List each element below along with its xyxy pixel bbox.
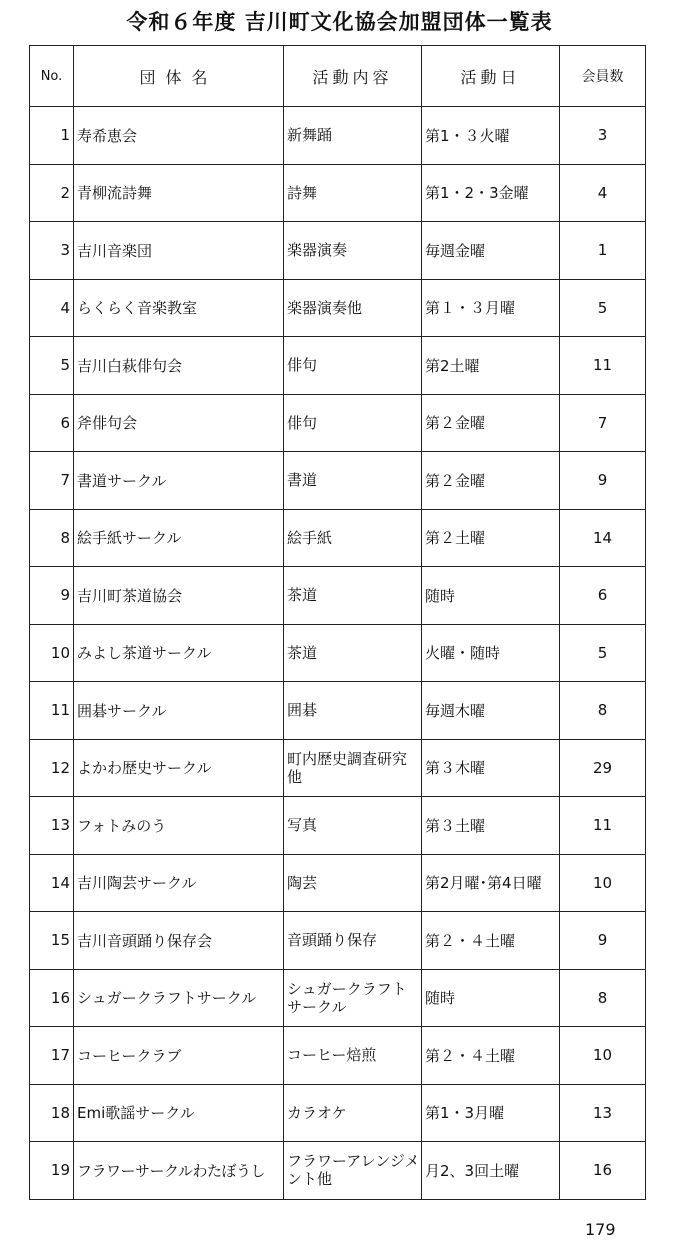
activity: 囲碁 [284, 682, 422, 740]
activity: 陶芸 [284, 854, 422, 912]
member-count: 5 [560, 624, 646, 682]
activity: 町内歴史調査研究他 [284, 739, 422, 797]
group-name: 囲碁サークル [74, 682, 284, 740]
activity-day: 第2月曜･第4日曜 [422, 854, 560, 912]
row-number: 16 [30, 969, 74, 1027]
row-number: 15 [30, 912, 74, 970]
group-name: コーヒークラブ [74, 1027, 284, 1085]
member-count: 6 [560, 567, 646, 625]
table-row [30, 222, 646, 280]
activity-day: 毎週木曜 [422, 682, 560, 740]
member-count: 11 [560, 797, 646, 855]
activity-day: 第1・2・3金曜 [422, 164, 560, 222]
member-count: 9 [560, 452, 646, 510]
member-count: 10 [560, 1027, 646, 1085]
activity: フラワーアレンジメント他 [284, 1142, 422, 1200]
table-row [30, 797, 646, 855]
row-number: 13 [30, 797, 74, 855]
group-name: 書道サークル [74, 452, 284, 510]
table-row [30, 1142, 646, 1200]
row-number: 3 [30, 222, 74, 280]
activity-day: 第２金曜 [422, 452, 560, 510]
header-activity-day: 活動日 [422, 46, 560, 107]
table-row [30, 1027, 646, 1085]
row-number: 11 [30, 682, 74, 740]
group-name: Emi歌謡サークル [74, 1084, 284, 1142]
member-count: 14 [560, 509, 646, 567]
member-count: 11 [560, 337, 646, 395]
table-row [30, 279, 646, 337]
row-number: 14 [30, 854, 74, 912]
row-number: 6 [30, 394, 74, 452]
table-row [30, 107, 646, 165]
member-count: 4 [560, 164, 646, 222]
table-row [30, 394, 646, 452]
group-name: 吉川音楽団 [74, 222, 284, 280]
table-row [30, 739, 646, 797]
row-number: 10 [30, 624, 74, 682]
row-number: 7 [30, 452, 74, 510]
group-name: 寿希恵会 [74, 107, 284, 165]
row-number: 1 [30, 107, 74, 165]
activity-day: 随時 [422, 567, 560, 625]
member-count: 3 [560, 107, 646, 165]
group-name: 斧俳句会 [74, 394, 284, 452]
activity: コーヒー焙煎 [284, 1027, 422, 1085]
activity: 茶道 [284, 624, 422, 682]
row-number: 5 [30, 337, 74, 395]
activity-day: 第２・４土曜 [422, 912, 560, 970]
activity: 詩舞 [284, 164, 422, 222]
group-name: みよし茶道サークル [74, 624, 284, 682]
row-number: 9 [30, 567, 74, 625]
activity: 俳句 [284, 394, 422, 452]
table-header-row [30, 46, 646, 107]
group-name: 吉川陶芸サークル [74, 854, 284, 912]
table-row [30, 164, 646, 222]
activity-day: 第2土曜 [422, 337, 560, 395]
header-activity: 活動内容 [284, 46, 422, 107]
table-row [30, 624, 646, 682]
member-count: 9 [560, 912, 646, 970]
group-name: 吉川音頭踊り保存会 [74, 912, 284, 970]
activity-day: 第３木曜 [422, 739, 560, 797]
activity: 俳句 [284, 337, 422, 395]
table-row [30, 969, 646, 1027]
activity: シュガークラフトサークル [284, 969, 422, 1027]
member-count: 16 [560, 1142, 646, 1200]
table-row [30, 682, 646, 740]
row-number: 12 [30, 739, 74, 797]
member-groups-table [29, 45, 646, 1200]
table-row [30, 509, 646, 567]
activity-day: 第１・３月曜 [422, 279, 560, 337]
activity: 楽器演奏 [284, 222, 422, 280]
row-number: 19 [30, 1142, 74, 1200]
member-count: 10 [560, 854, 646, 912]
activity: 写真 [284, 797, 422, 855]
member-count: 8 [560, 969, 646, 1027]
member-count: 7 [560, 394, 646, 452]
activity-day: 第1・３火曜 [422, 107, 560, 165]
activity-day: 第２土曜 [422, 509, 560, 567]
activity: 楽器演奏他 [284, 279, 422, 337]
table-row [30, 567, 646, 625]
row-number: 2 [30, 164, 74, 222]
activity-day: 第２・４土曜 [422, 1027, 560, 1085]
header-no: No. [30, 46, 74, 107]
activity-day: 第２金曜 [422, 394, 560, 452]
member-count: 1 [560, 222, 646, 280]
activity-day: 随時 [422, 969, 560, 1027]
member-count: 29 [560, 739, 646, 797]
activity-day: 毎週金曜 [422, 222, 560, 280]
activity: 音頭踊り保存 [284, 912, 422, 970]
page-title: 令和６年度 吉川町文化協会加盟団体一覧表 [126, 10, 553, 34]
header-group-name: 団体名 [74, 46, 284, 107]
activity: 絵手紙 [284, 509, 422, 567]
table-row [30, 452, 646, 510]
row-number: 18 [30, 1084, 74, 1142]
group-name: フォトみのう [74, 797, 284, 855]
group-name: 青柳流詩舞 [74, 164, 284, 222]
activity-day: 第1・3月曜 [422, 1084, 560, 1142]
member-count: 13 [560, 1084, 646, 1142]
activity: 書道 [284, 452, 422, 510]
group-name: シュガークラフトサークル [74, 969, 284, 1027]
member-count: 5 [560, 279, 646, 337]
activity-day: 月2、3回土曜 [422, 1142, 560, 1200]
group-name: 吉川町茶道協会 [74, 567, 284, 625]
header-member-count: 会員数 [560, 46, 646, 107]
group-name: フラワーサークルわたぼうし [74, 1142, 284, 1200]
table-row [30, 1084, 646, 1142]
activity: 新舞踊 [284, 107, 422, 165]
group-name: らくらく音楽教室 [74, 279, 284, 337]
row-number: 17 [30, 1027, 74, 1085]
group-name: よかわ歴史サークル [74, 739, 284, 797]
member-count: 8 [560, 682, 646, 740]
activity-day: 火曜・随時 [422, 624, 560, 682]
table-row [30, 854, 646, 912]
activity: カラオケ [284, 1084, 422, 1142]
row-number: 8 [30, 509, 74, 567]
row-number: 4 [30, 279, 74, 337]
group-name: 絵手紙サークル [74, 509, 284, 567]
table-row [30, 912, 646, 970]
activity: 茶道 [284, 567, 422, 625]
table-row [30, 337, 646, 395]
group-name: 吉川白萩俳句会 [74, 337, 284, 395]
activity-day: 第３土曜 [422, 797, 560, 855]
page-number: 179 [585, 1220, 616, 1239]
